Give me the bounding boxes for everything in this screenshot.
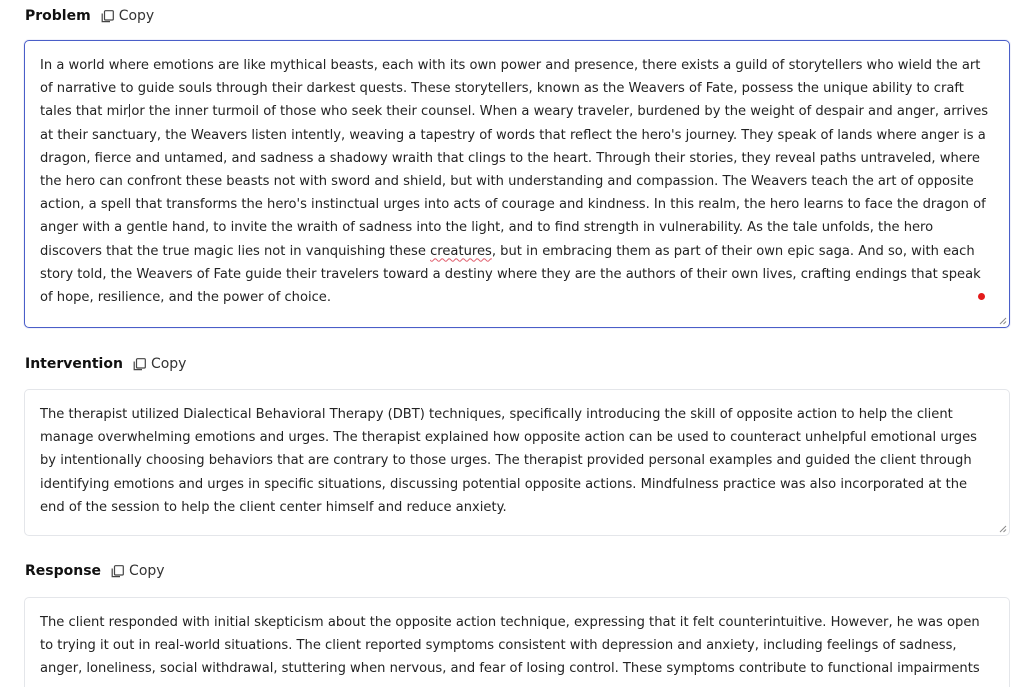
problem-title: Problem (25, 8, 91, 24)
response-copy-label: Copy (129, 563, 165, 579)
problem-text-middle: or the inner turmoil of those who seek their counsel. When a weary traveler, burdened by the weight of despair and anger, arrives at their sanctuary, the Weavers listen intently, weaving a tapestry of words that reflect the hero's journey. They speak of lands where anger is a dragon, fierce and untamed, and sadness a shadowy wraith that clings to the heart. Through their stories, they reveal paths untraveled, where the hero can confront these beasts not with sword and shield, but with understanding and compassion. The Weavers teach the art of opposite action, a spell that transforms the hero's instinctual urges into acts of courage and kindness. In this realm, the hero learns to face the dragon of anger with a gentle hand, to invite the wraith of sadness into the light, and to find strength in vulnerability. As the tale unfolds, the hero discovers that the true magic lies not in vanquishing these (40, 104, 989, 259)
response-text: The client responded with initial skepticism about the opposite action technique, expressing that it felt counterintuitive. However, he was open to trying it out in real-world situations. The client reported symptoms consistent with depression and anxiety, including feelings of sadness, anger, loneliness, social withdrawal, stuttering when nervous, and fear of losing control. These symptoms contribute to functional impairments (40, 615, 980, 677)
copy-icon (101, 10, 114, 23)
intervention-text: The therapist utilized Dialectical Behavioral Therapy (DBT) techniques, specifically introducing the skill of opposite action to help the client manage overwhelming emotions and urges. The therapist explained how opposite action can be used to counteract unhelpful emotional urges by intentionally choosing behaviors that are contrary to those urges. The therapist provided personal examples and guided the client through identifying emotions and urges in specific situations, discussing potential opposite actions. Mindfulness practice was also incorporated at the end of the session to help the client center himself and reduce anxiety. (40, 407, 977, 515)
response-textarea[interactable] (24, 597, 1010, 687)
misspelled-word[interactable]: creatures (430, 243, 492, 259)
problem-text-start: In a world where emotions are like mythical beasts, each with its own power and presence, there exists a guild of storytellers who wield the art of narrative to guide souls through their darkest quests. These storytellers, known as the Weavers of Fate, possess the unique ability to craft tales that mir (40, 58, 981, 120)
problem-text-end: , but in embracing them as part of their own epic saga. And so, with each story told, the Weavers of Fate guide their travelers toward a destiny where they are the authors of their own lives, crafting endings that speak of hope, resilience, and the power of choice. (40, 243, 981, 306)
problem-copy-button[interactable] (101, 8, 155, 24)
intervention-copy-label: Copy (150, 356, 187, 372)
recording-indicator (978, 293, 985, 300)
copy-icon (111, 565, 124, 578)
response-copy-button[interactable] (111, 563, 165, 579)
intervention-copy-button[interactable] (133, 356, 187, 372)
copy-icon (133, 358, 146, 371)
intervention-textarea[interactable] (24, 389, 1010, 536)
response-title: Response (25, 563, 102, 579)
resize-handle-icon[interactable] (999, 525, 1007, 533)
resize-handle-icon[interactable] (999, 317, 1007, 325)
intervention-title: Intervention (25, 356, 123, 372)
problem-textarea[interactable] (24, 40, 1010, 328)
problem-header (25, 6, 154, 26)
problem-copy-label: Copy (118, 8, 155, 24)
intervention-header (25, 354, 186, 374)
response-header (25, 561, 165, 581)
